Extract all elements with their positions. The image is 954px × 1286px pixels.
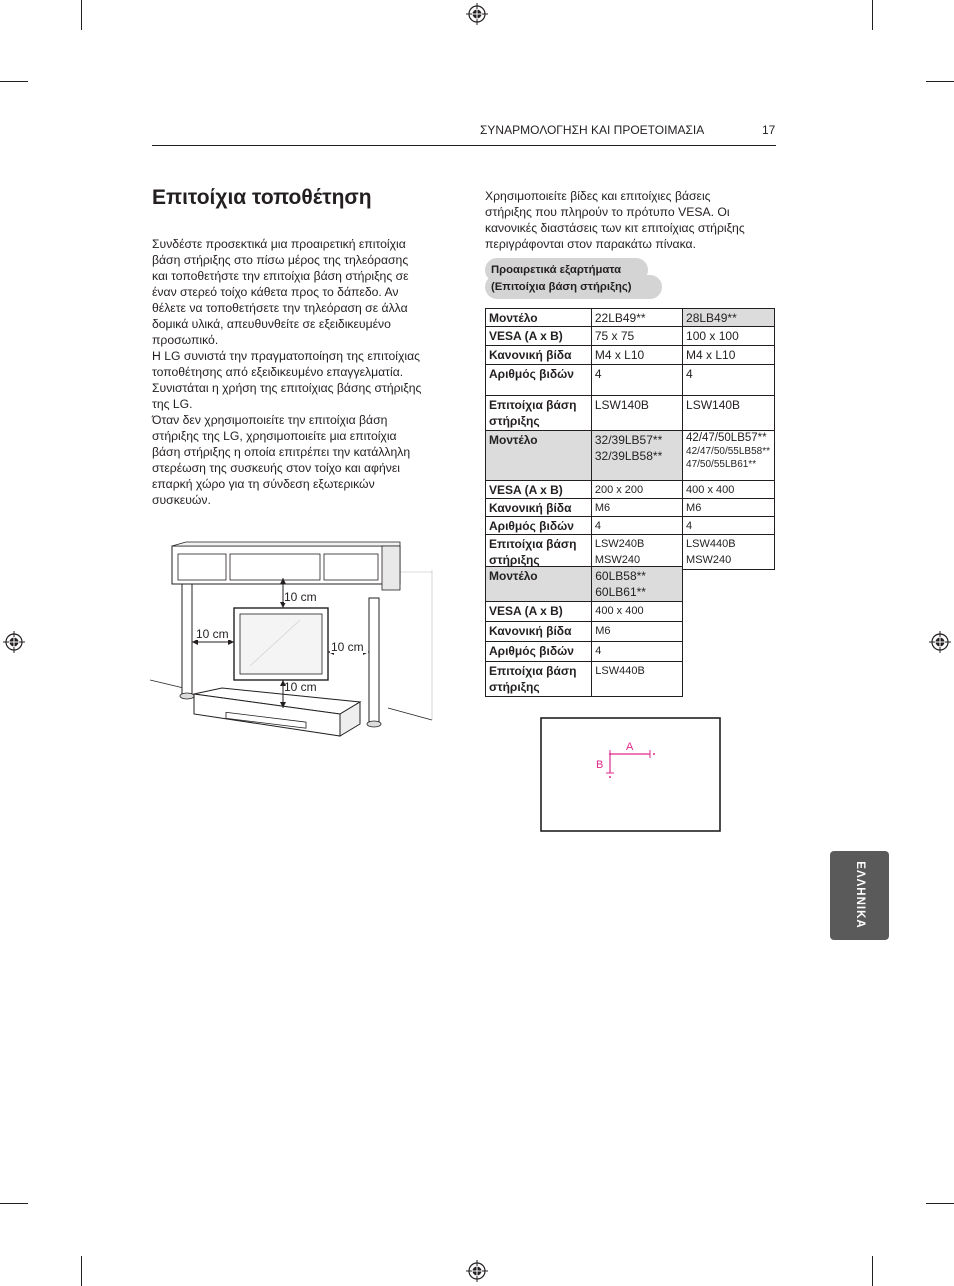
section-title: ΣΥΝΑΡΜΟΛΟΓΗΣΗ ΚΑΙ ΠΡΟΕΤΟΙΜΑΣΙΑ bbox=[480, 123, 705, 137]
text-line: στερέωση της συσκευής στον τοίχο και αφήνει bbox=[152, 461, 400, 475]
cell-line: 42/47/50LB57** bbox=[686, 432, 767, 444]
table-row bbox=[486, 396, 775, 431]
text-line: προσωπικό. bbox=[152, 333, 219, 347]
dimension-label-b: B bbox=[596, 759, 604, 771]
cell: 28LB49** bbox=[683, 309, 775, 327]
label-model: Μοντέλο bbox=[486, 567, 592, 602]
table-row bbox=[486, 602, 683, 622]
dimension-label-a: A bbox=[626, 741, 634, 753]
cell: 4 bbox=[591, 517, 682, 535]
label-model: Μοντέλο bbox=[486, 431, 592, 481]
cell: 75 x 75 bbox=[591, 327, 682, 346]
cell-line: LSW440B bbox=[686, 538, 736, 550]
text-line: και τοποθετήστε την επιτοίχια βάση στήριξης σε bbox=[152, 269, 409, 283]
text-line: επαρκή χώρο για τη σύνδεση εξωτερικών bbox=[152, 477, 375, 491]
table-row bbox=[486, 642, 683, 662]
cell: M4 x L10 bbox=[591, 346, 682, 365]
cell: M6 bbox=[592, 622, 683, 642]
cell: M6 bbox=[683, 499, 775, 517]
label-screw: Κανονική βίδα bbox=[486, 346, 592, 365]
page-number: 17 bbox=[762, 123, 776, 137]
table-row bbox=[486, 327, 775, 346]
text-line: κανονικές διαστάσεις των κιτ επιτοίχιας στήριξης bbox=[485, 221, 745, 235]
label-vesa: VESA (A x B) bbox=[486, 481, 592, 499]
cell bbox=[592, 567, 683, 602]
text-line: στήριξης της LG, χρησιμοποιείτε μια επιτοίχια bbox=[152, 429, 397, 443]
text-line: συσκευών. bbox=[152, 493, 211, 507]
text-line: βάση στήριξης στο πίσω μέρος της τηλεόρασης bbox=[152, 253, 409, 267]
clearance-label-left: 10 cm bbox=[196, 627, 229, 641]
registration-mark-icon bbox=[466, 1260, 488, 1282]
accessory-label-line1: Προαιρετικά εξαρτήματα bbox=[491, 264, 622, 276]
vesa-dimension-diagram bbox=[540, 717, 722, 833]
cell: 400 x 400 bbox=[592, 602, 683, 622]
cell: 22LB49** bbox=[591, 309, 682, 327]
text-line: έναν στερεό τοίχο κάθετα προς το δάπεδο. Αν bbox=[152, 285, 399, 299]
cell-line: MSW240 bbox=[686, 554, 732, 566]
label-screw: Κανονική βίδα bbox=[486, 499, 592, 517]
crop-mark bbox=[0, 81, 28, 82]
clearance-label-bottom: 10 cm bbox=[284, 680, 317, 694]
registration-mark-icon bbox=[929, 631, 951, 653]
cell: 4 bbox=[591, 365, 682, 396]
cell bbox=[683, 431, 775, 481]
optional-accessories-label bbox=[485, 258, 663, 299]
text-line: της LG. bbox=[152, 397, 193, 411]
header-rule bbox=[152, 145, 776, 146]
wall-mount-clearance-illustration bbox=[150, 540, 435, 762]
cell: M6 bbox=[591, 499, 682, 517]
crop-mark bbox=[926, 81, 954, 82]
cell bbox=[683, 535, 775, 570]
cell: 4 bbox=[592, 642, 683, 662]
label-model: Μοντέλο bbox=[486, 309, 592, 327]
cell: 400 x 400 bbox=[683, 481, 775, 499]
language-side-tab bbox=[830, 851, 889, 940]
cell-line: 60LB61** bbox=[595, 585, 646, 599]
text-line: Συνδέστε προσεκτικά μια προαιρετική επιτοίχια bbox=[152, 237, 406, 251]
table-row bbox=[486, 535, 775, 570]
vesa-paragraph bbox=[485, 188, 775, 252]
label-screw: Κανονική βίδα bbox=[486, 622, 592, 642]
label-count: Αριθμός βιδών bbox=[486, 642, 592, 662]
table-row bbox=[486, 365, 775, 396]
wall-mount-spec-table bbox=[485, 308, 775, 570]
cell: 4 bbox=[683, 365, 775, 396]
cell: LSW140B bbox=[683, 396, 775, 431]
table-row bbox=[486, 662, 683, 697]
text-line: τοποθέτησης από εξειδικευμένο επαγγελματία. bbox=[152, 365, 404, 379]
text-line: δομικά υλικά, απευθυνθείτε σε εξειδικευμένο bbox=[152, 317, 391, 331]
cell: 4 bbox=[683, 517, 775, 535]
cell-line: 32/39LB58** bbox=[594, 449, 663, 463]
table-row bbox=[486, 622, 683, 642]
label-count: Αριθμός βιδών bbox=[486, 365, 592, 396]
language-tab-label: ΕΛΛΗΝΙΚΑ bbox=[854, 861, 866, 929]
cell-line: 42/47/50/55LB58** bbox=[686, 446, 770, 457]
label-vesa: VESA (A x B) bbox=[486, 327, 592, 346]
table-row bbox=[486, 481, 775, 499]
text-line: θέλετε να τοποθετήσετε την τηλεόραση σε άλλα bbox=[152, 301, 408, 315]
intro-paragraph bbox=[152, 236, 452, 508]
text-line: βάση στήριξης η οποία επιτρέπει την κατάλληλη bbox=[152, 445, 411, 459]
page-title: Επιτοίχια τοποθέτηση bbox=[152, 186, 372, 209]
registration-mark-icon bbox=[3, 631, 25, 653]
text-line: Η LG συνιστά την πραγματοποίηση της επιτοίχιας bbox=[152, 349, 421, 363]
cell: 100 x 100 bbox=[683, 327, 775, 346]
clearance-label-top: 10 cm bbox=[284, 590, 317, 604]
cell-line: 60LB58** bbox=[595, 569, 646, 583]
crop-mark bbox=[81, 0, 82, 30]
registration-mark-icon bbox=[466, 3, 488, 25]
text-line: Συνιστάται η χρήση της επιτοίχιας βάσης στήριξης bbox=[152, 381, 422, 395]
crop-mark bbox=[872, 0, 873, 30]
cell bbox=[591, 535, 682, 570]
table-row bbox=[486, 567, 683, 602]
text-line: Χρησιμοποιείτε βίδες και επιτοίχιες βάσεις bbox=[485, 189, 711, 203]
crop-mark bbox=[81, 1256, 82, 1286]
crop-mark bbox=[0, 1203, 28, 1204]
table-row bbox=[486, 309, 775, 327]
cell-line: LSW240B bbox=[594, 538, 645, 550]
cell bbox=[591, 431, 682, 481]
crop-mark bbox=[872, 1256, 873, 1286]
cell-line: MSW240 bbox=[594, 554, 641, 566]
accessory-label-line2: (Επιτοίχια βάση στήριξης) bbox=[491, 281, 632, 293]
cell-line: 47/50/55LB61** bbox=[686, 459, 757, 470]
table-row bbox=[486, 499, 775, 517]
text-line: περιγράφονται στον παρακάτω πίνακα. bbox=[485, 237, 696, 251]
cell-line: 32/39LB57** bbox=[594, 433, 663, 447]
text-line: Όταν δεν χρησιμοποιείτε την επιτοίχια βάση bbox=[152, 413, 388, 427]
cell: LSW140B bbox=[591, 396, 682, 431]
crop-mark bbox=[926, 1203, 954, 1204]
label-bracket: Επιτοίχια βάση στήριξης bbox=[486, 396, 592, 431]
cell: LSW440B bbox=[592, 662, 683, 697]
label-count: Αριθμός βιδών bbox=[486, 517, 592, 535]
label-bracket: Επιτοίχια βάση στήριξης bbox=[486, 662, 592, 697]
cell: M4 x L10 bbox=[683, 346, 775, 365]
text-line: στήριξης που πληρούν το πρότυπο VESA. Οι bbox=[485, 205, 730, 219]
clearance-label-right: 10 cm bbox=[331, 640, 364, 654]
table-row bbox=[486, 431, 775, 481]
cell: 200 x 200 bbox=[591, 481, 682, 499]
table-row bbox=[486, 517, 775, 535]
wall-mount-spec-table-2 bbox=[485, 566, 683, 697]
label-bracket: Επιτοίχια βάση στήριξης bbox=[486, 535, 592, 570]
table-row bbox=[486, 346, 775, 365]
label-vesa: VESA (A x B) bbox=[486, 602, 592, 622]
